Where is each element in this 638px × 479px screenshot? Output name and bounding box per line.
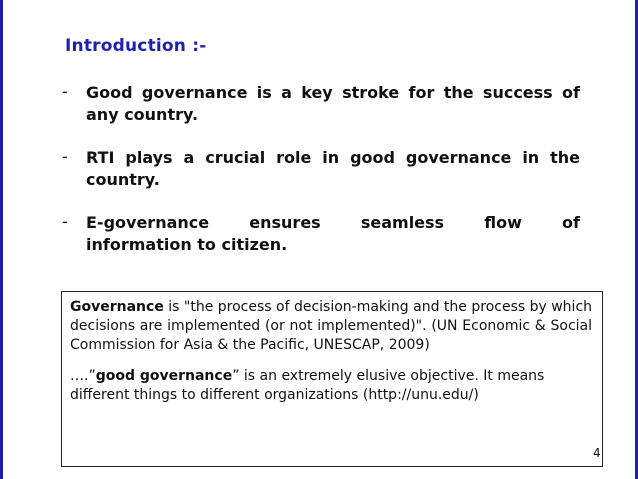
- bullet-item: [62, 82, 580, 126]
- bullet-item: [62, 147, 580, 191]
- good-governance-term: good governance: [95, 368, 233, 384]
- bullet-text-line1: E-governance ensures seamless flow of: [86, 213, 580, 232]
- governance-definition: [70, 298, 592, 355]
- bullet-dash: -: [62, 212, 68, 231]
- left-border-bar: [0, 0, 3, 479]
- bullet-text: Good governance is a key stroke for the success of any country.: [86, 83, 580, 124]
- good-governance-text: ” is an extremely elusive objective. It means different things to different organizations (http://unu.edu/): [70, 368, 545, 403]
- bullet-dash: -: [62, 82, 68, 101]
- page-number: 4: [593, 446, 601, 460]
- governance-definition-text: is "the process of decision-making and the process by which decisions are implemented (or not implemented)". (UN Economic & Social Commission for Asia & the Pacific, UNESCAP, 2009): [70, 299, 593, 353]
- bullet-text-line2: information to citizen.: [86, 235, 288, 254]
- governance-term: Governance: [70, 299, 164, 315]
- bullet-text: RTI plays a crucial role in good governance in the country.: [86, 148, 580, 189]
- definition-box: [61, 291, 603, 467]
- slide-title: Introduction :-: [65, 36, 207, 56]
- bullet-item: [62, 212, 580, 256]
- bullet-list: [62, 82, 580, 277]
- quote-prefix: ….”: [70, 368, 96, 384]
- bullet-dash: -: [62, 147, 68, 166]
- good-governance-quote: [70, 367, 570, 405]
